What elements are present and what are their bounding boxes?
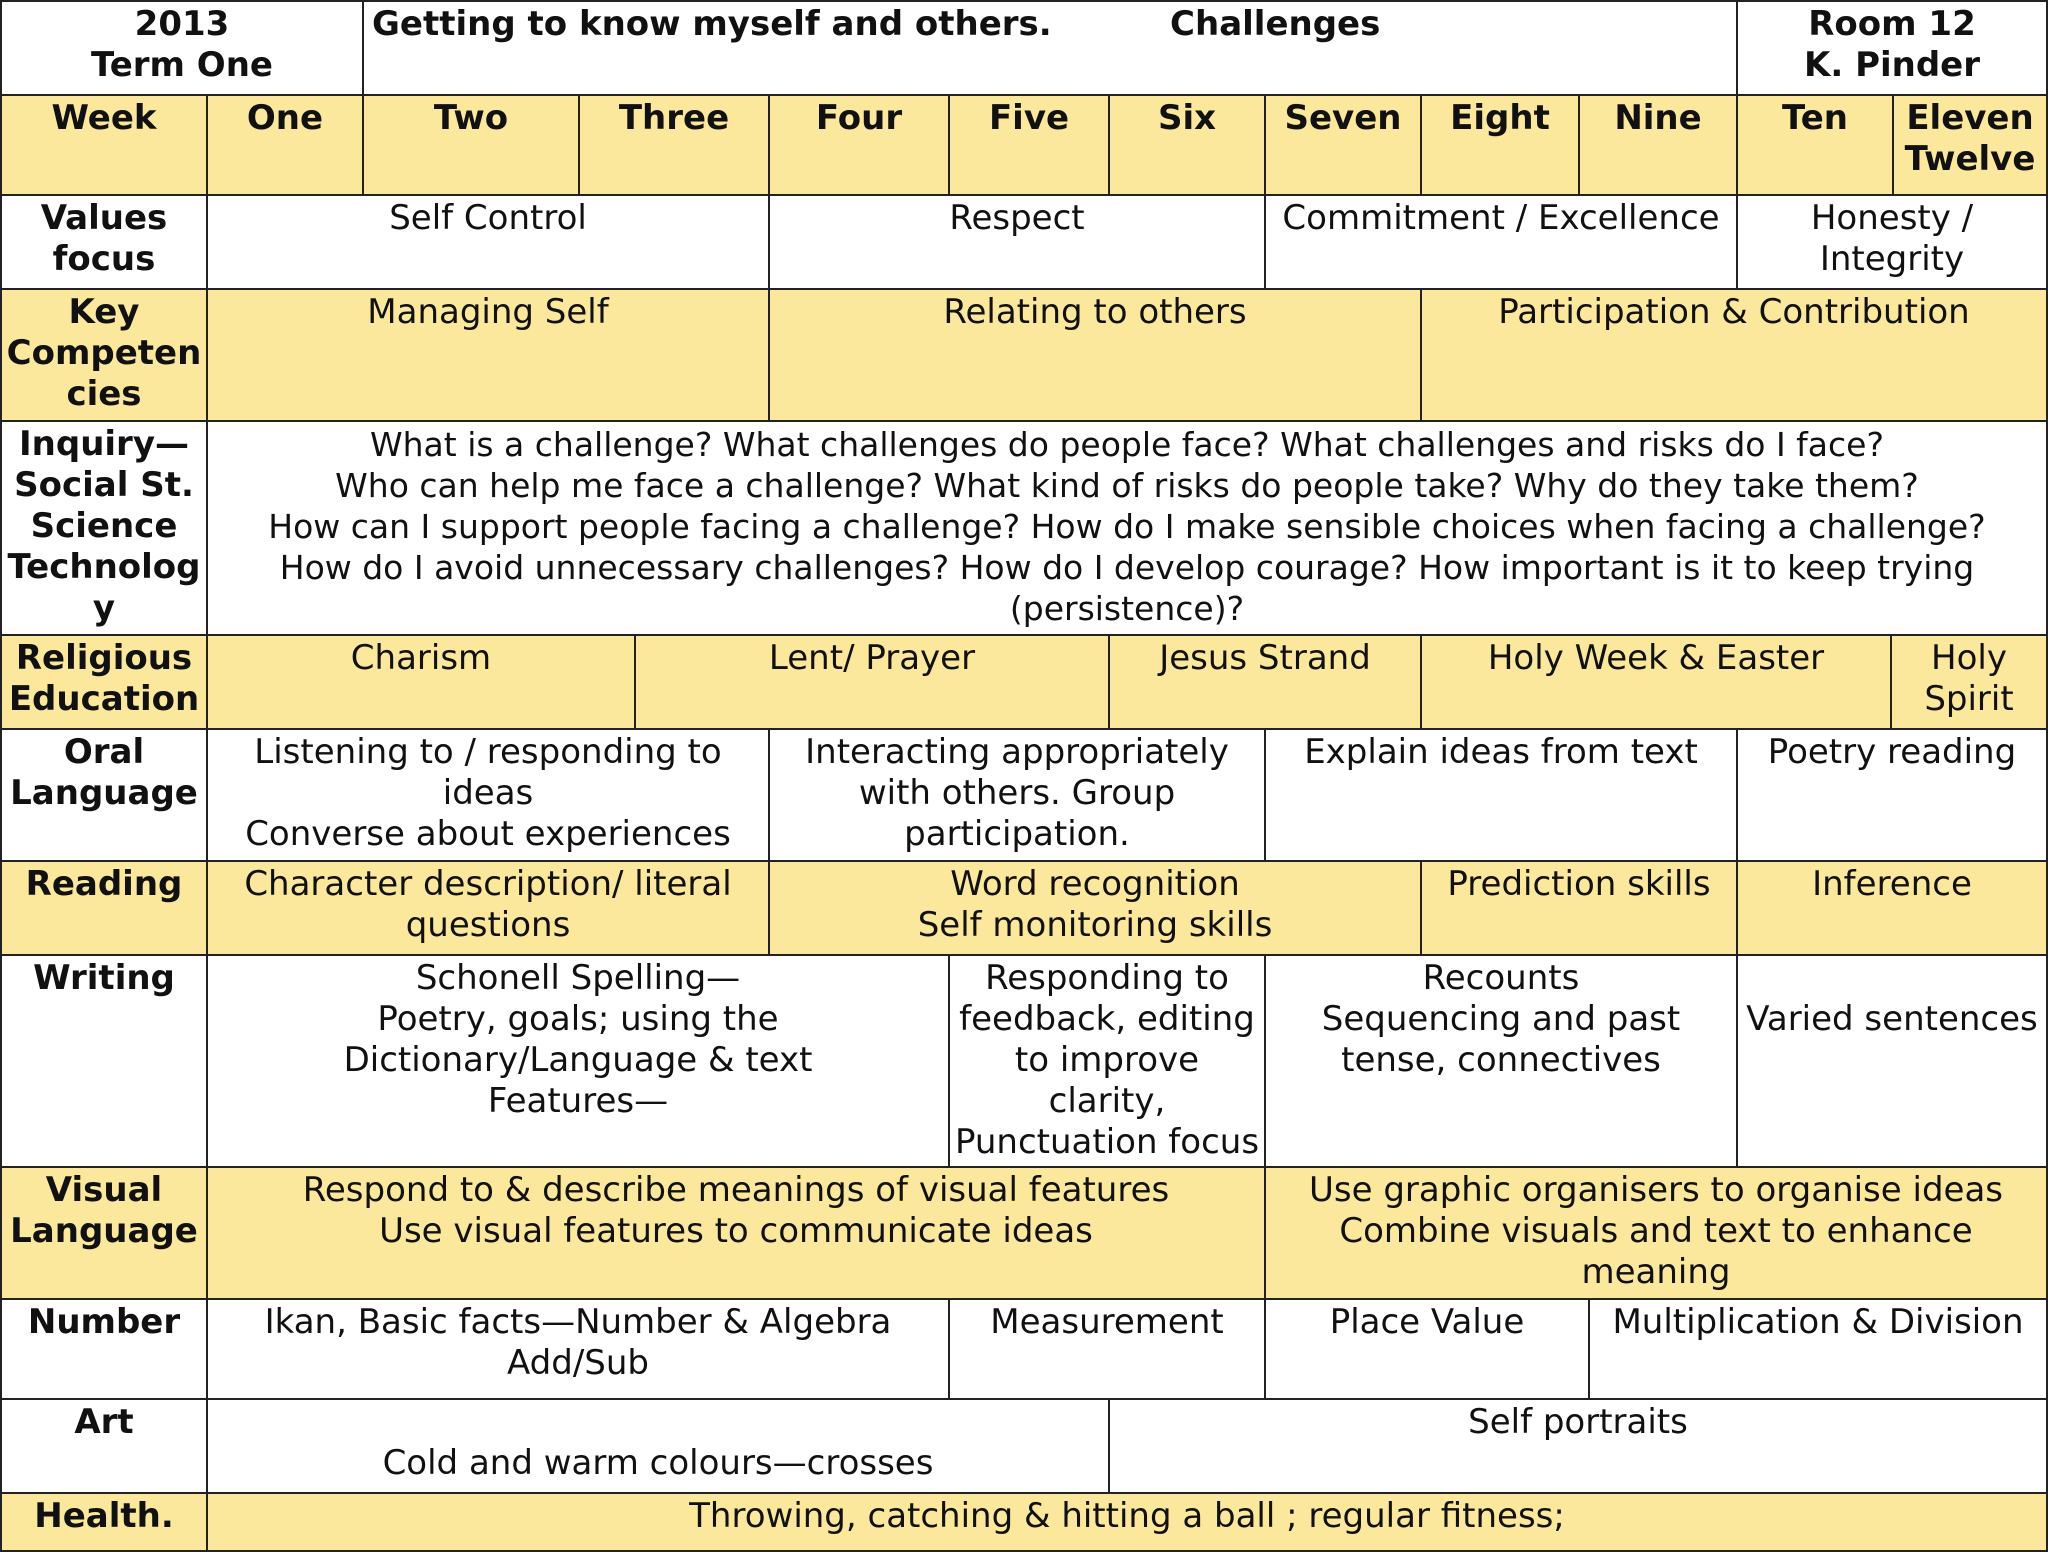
health-label: Health. bbox=[0, 1492, 208, 1552]
week-one: One bbox=[206, 94, 364, 196]
number-place-value: Place Value bbox=[1264, 1298, 1590, 1400]
reading-inference: Inference bbox=[1736, 860, 2048, 956]
oral-interacting: Interacting appropriately with others. Group participation. bbox=[768, 728, 1266, 862]
week-ten: Ten bbox=[1736, 94, 1894, 196]
teacher: K. Pinder bbox=[1803, 45, 1981, 85]
reading-character: Character description/ literal questions bbox=[206, 860, 770, 956]
visual-organisers: Use graphic organisers to organise ideas Combine visuals and text to enhance meaning bbox=[1264, 1166, 2048, 1300]
oral-listening: Listening to / responding to ideas Converse about experiences bbox=[206, 728, 770, 862]
writing-responding: Responding to feedback, editing to improve clarity, Punctuation focus bbox=[948, 954, 1266, 1168]
re-charism: Charism bbox=[206, 634, 636, 730]
competency-relating: Relating to others bbox=[768, 288, 1422, 422]
value-self-control: Self Control bbox=[206, 194, 770, 290]
value-honesty: Honesty / Integrity bbox=[1736, 194, 2048, 290]
writing-label: Writing bbox=[0, 954, 208, 1168]
re-jesus-strand: Jesus Strand bbox=[1108, 634, 1422, 730]
week-label: Week bbox=[0, 94, 208, 196]
oral-explain: Explain ideas from text bbox=[1264, 728, 1738, 862]
room: Room 12 bbox=[1808, 4, 1976, 44]
writing-recounts: Recounts Sequencing and past tense, connectives bbox=[1264, 954, 1738, 1168]
re-holy-week: Holy Week & Easter bbox=[1420, 634, 1892, 730]
key-competencies-label: Key Competen cies bbox=[0, 288, 208, 422]
week-eight: Eight bbox=[1420, 94, 1580, 196]
number-label: Number bbox=[0, 1298, 208, 1400]
art-label: Art bbox=[0, 1398, 208, 1494]
writing-schonell: Schonell Spelling— Poetry, goals; using the Dictionary/Language & text Features— bbox=[206, 954, 950, 1168]
value-respect: Respect bbox=[768, 194, 1266, 290]
competency-managing-self: Managing Self bbox=[206, 288, 770, 422]
writing-varied-sentences: Varied sentences bbox=[1736, 954, 2048, 1168]
inquiry-questions: What is a challenge? What challenges do people face? What challenges and risks do I face? Who can help me face a challenge? What kind of risks do people take? Why do they take them? How can I support people facing a challenge? How do I make sensible choices when facing a challenge? How do I avoid unnecessary challenges? How do I develop courage? How important is it to keep trying (persistence)? bbox=[206, 420, 2048, 636]
topic-title: Getting to know myself and others. bbox=[372, 4, 1052, 44]
number-measurement: Measurement bbox=[948, 1298, 1266, 1400]
week-three: Three bbox=[578, 94, 770, 196]
reading-word-recognition: Word recognition Self monitoring skills bbox=[768, 860, 1422, 956]
re-lent-prayer: Lent/ Prayer bbox=[634, 634, 1110, 730]
oral-poetry: Poetry reading bbox=[1736, 728, 2048, 862]
values-focus-label: Values focus bbox=[0, 194, 208, 290]
art-colours: Cold and warm colours—crosses bbox=[206, 1398, 1110, 1494]
oral-language-label: Oral Language bbox=[0, 728, 208, 862]
room-cell bbox=[1736, 0, 2048, 96]
value-commitment: Commitment / Excellence bbox=[1264, 194, 1738, 290]
year-term-cell bbox=[0, 0, 364, 96]
week-five: Five bbox=[948, 94, 1110, 196]
number-multiplication: Multiplication & Division bbox=[1588, 1298, 2048, 1400]
week-four: Four bbox=[768, 94, 950, 196]
week-six: Six bbox=[1108, 94, 1266, 196]
visual-language-label: Visual Language bbox=[0, 1166, 208, 1300]
week-seven: Seven bbox=[1264, 94, 1422, 196]
topic-cell bbox=[362, 0, 1738, 96]
week-two: Two bbox=[362, 94, 580, 196]
re-holy-spirit: Holy Spirit bbox=[1890, 634, 2048, 730]
theme-title: Challenges bbox=[1170, 4, 1381, 44]
visual-respond: Respond to & describe meanings of visual features Use visual features to communicate ideas bbox=[206, 1166, 1266, 1300]
term: Term One bbox=[91, 45, 273, 85]
religious-education-label: Religious Education bbox=[0, 634, 208, 730]
competency-participation: Participation & Contribution bbox=[1420, 288, 2048, 422]
reading-prediction: Prediction skills bbox=[1420, 860, 1738, 956]
art-self-portraits: Self portraits bbox=[1108, 1398, 2048, 1494]
year: 2013 bbox=[134, 4, 230, 44]
week-nine: Nine bbox=[1578, 94, 1738, 196]
inquiry-label: Inquiry— Social St. Science Technolog y bbox=[0, 420, 208, 636]
number-ikan: Ikan, Basic facts—Number & Algebra Add/Sub bbox=[206, 1298, 950, 1400]
health-throwing: Throwing, catching & hitting a ball ; regular fitness; bbox=[206, 1492, 2048, 1552]
week-eleven-twelve: Eleven Twelve bbox=[1892, 94, 2048, 196]
reading-label: Reading bbox=[0, 860, 208, 956]
